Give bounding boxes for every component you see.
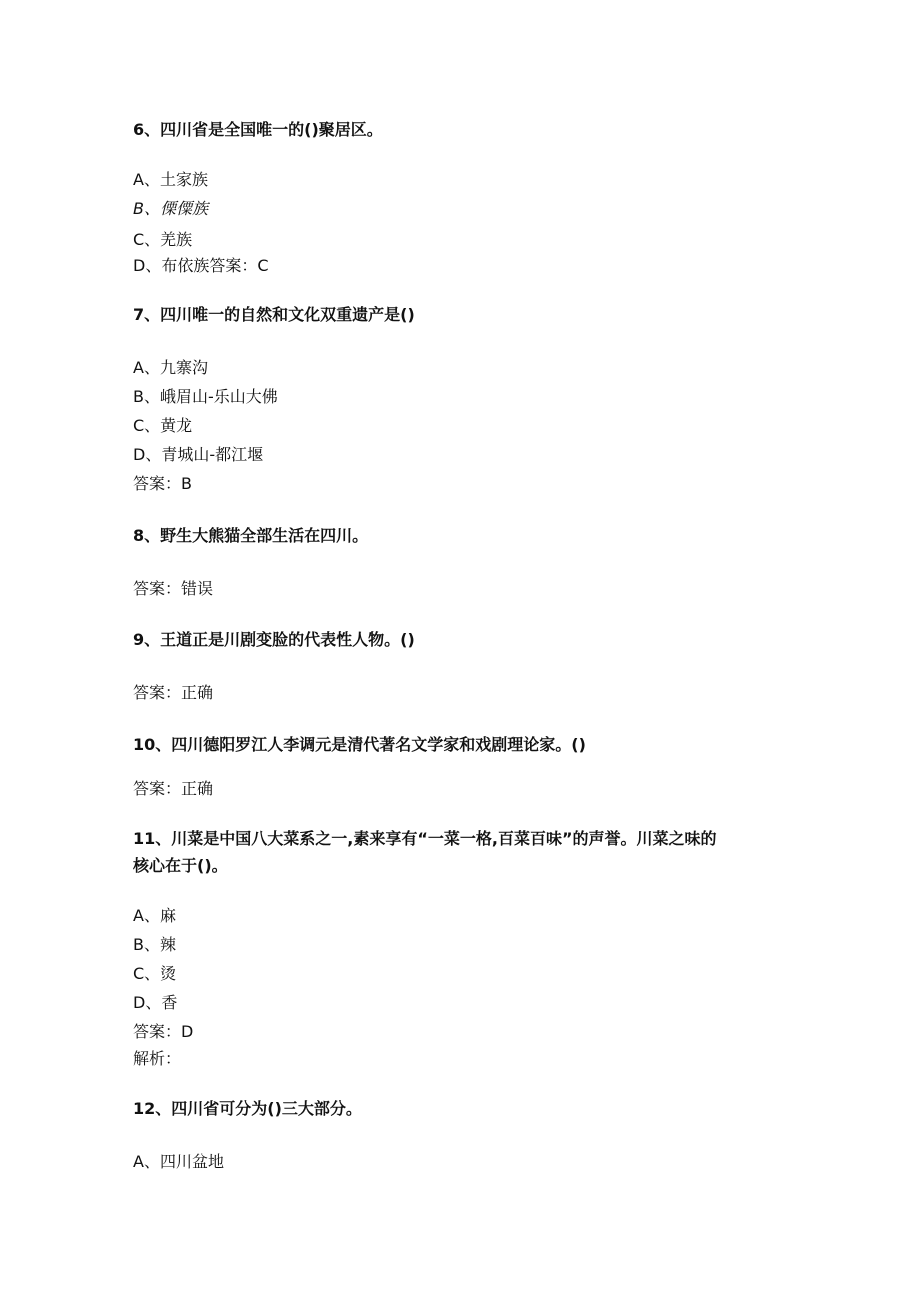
question-7-option-d: D、青城山-都江堰: [133, 445, 264, 464]
question-6-option-d-answer: D、布依族答案：C: [133, 256, 269, 275]
question-8-title: 8、野生大熊猫全部生活在四川。: [133, 526, 369, 545]
question-7-option-c: C、黄龙: [133, 416, 193, 435]
question-11-option-d: D、香: [133, 993, 178, 1012]
question-7-option-b: B、峨眉山-乐山大佛: [133, 387, 278, 406]
question-10-answer: 答案：正确: [133, 779, 214, 798]
question-11-option-a: A、麻: [133, 906, 176, 925]
question-9-title: 9、王道正是川剧变脸的代表性人物。(): [133, 630, 415, 649]
question-12-option-a: A、四川盆地: [133, 1152, 224, 1171]
question-9-answer: 答案：正确: [133, 683, 214, 702]
question-6-option-b: B、傈僳族: [133, 199, 208, 218]
question-7-answer: 答案：B: [133, 474, 192, 493]
question-7-title: 7、四川唯一的自然和文化双重遗产是(): [133, 305, 415, 324]
question-7-option-a: A、九寨沟: [133, 358, 208, 377]
question-11-option-c: C、烫: [133, 964, 177, 983]
question-6-option-c: C、羌族: [133, 230, 193, 249]
question-12-title: 12、四川省可分为()三大部分。: [133, 1099, 362, 1118]
question-11-title-line1: 11、川菜是中国八大菜系之一,素来享有“一菜一格,百菜百味”的声誉。川菜之味的: [133, 829, 717, 848]
question-6-option-a: A、土家族: [133, 170, 208, 189]
question-11-option-b: B、辣: [133, 935, 176, 954]
question-8-answer: 答案：错误: [133, 579, 214, 598]
question-11-answer: 答案：D: [133, 1022, 194, 1041]
question-11-analysis: 解析：: [133, 1049, 182, 1068]
question-6-title: 6、四川省是全国唯一的()聚居区。: [133, 120, 383, 139]
question-11-title-line2: 核心在于()。: [133, 856, 228, 875]
question-10-title: 10、四川德阳罗江人李调元是清代著名文学家和戏剧理论家。(): [133, 735, 586, 754]
